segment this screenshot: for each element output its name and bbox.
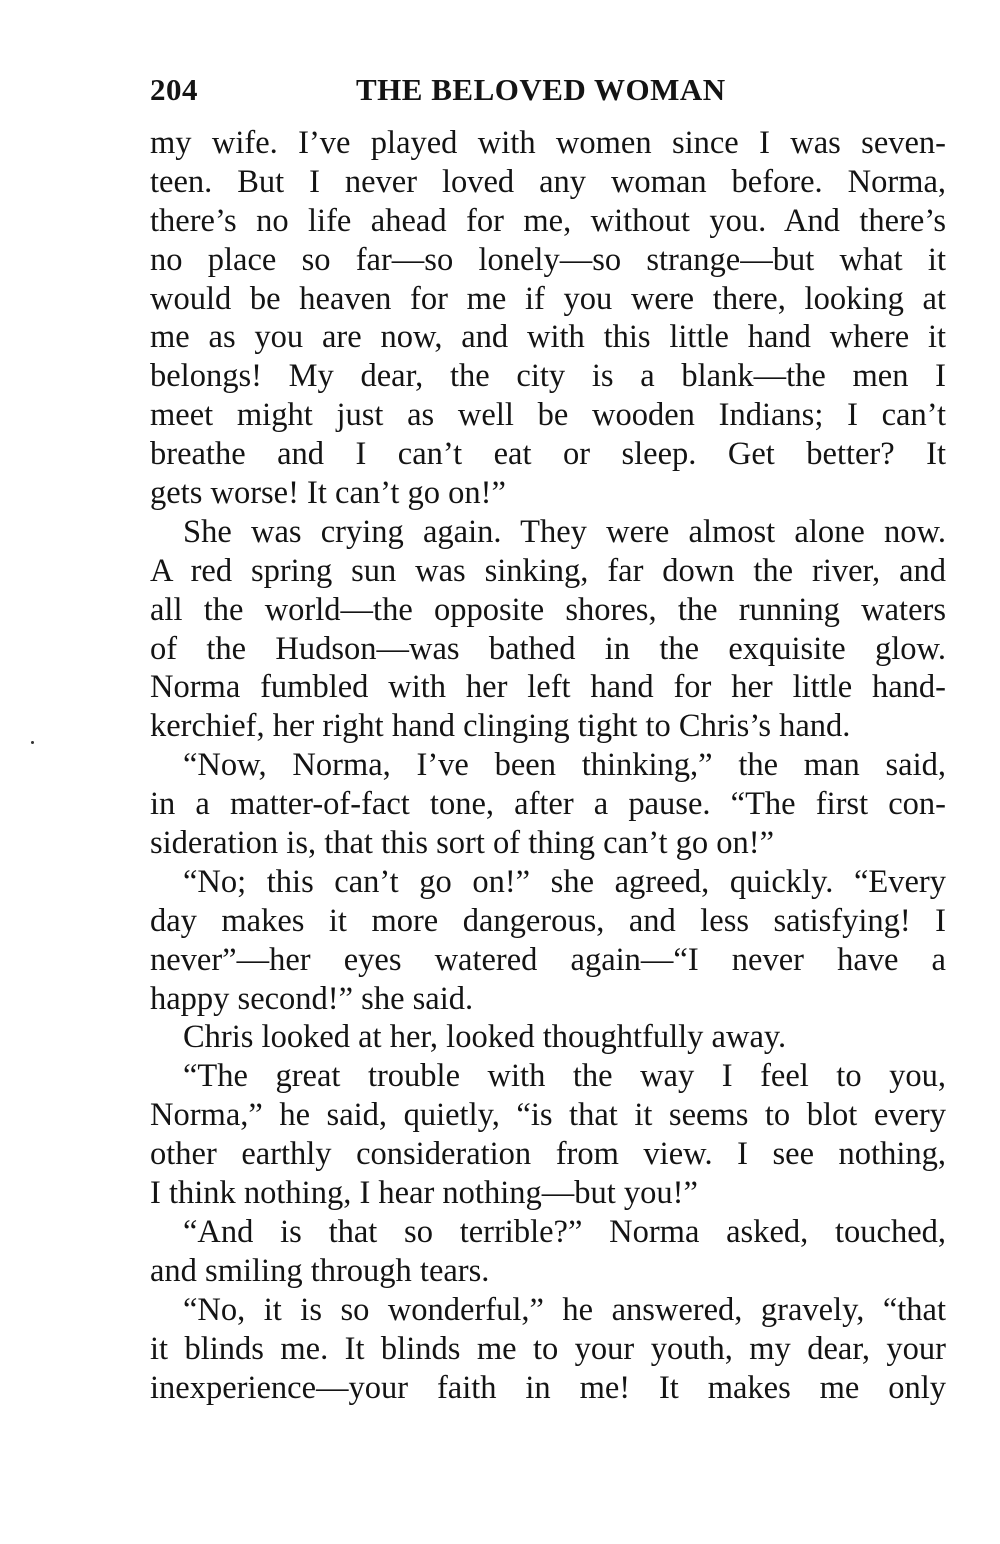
text-line: of the Hudson—was bathed in the exquisite glow.	[150, 630, 946, 667]
text-line: in a matter-of-fact tone, after a pause. “The first con-	[150, 786, 946, 823]
text-line: day makes it more dangerous, and less satisfying! I	[150, 902, 946, 939]
body-text	[150, 124, 946, 1407]
text-line: breathe and I can’t eat or sleep. Get better? It	[150, 436, 946, 473]
page-number: 204	[150, 72, 198, 107]
text-line: inexperience—your faith in me! It makes me only	[150, 1369, 946, 1406]
text-line: “The great trouble with the way I feel to you,	[183, 1058, 946, 1095]
text-line: kerchief, her right hand clinging tight to Chris’s hand.	[150, 708, 851, 745]
text-line: A red spring sun was sinking, far down the river, and	[150, 552, 946, 589]
text-line: no place so far—so lonely—so strange—but what it	[150, 241, 946, 278]
text-line: “No, it is so wonderful,” he answered, gravely, “that	[183, 1291, 946, 1328]
page-header	[150, 72, 946, 112]
text-line: all the world—the opposite shores, the running waters	[150, 591, 946, 628]
text-line: belongs! My dear, the city is a blank—the men I	[150, 358, 946, 395]
text-line: there’s no life ahead for me, without you. And there’s	[150, 202, 946, 239]
text-line: meet might just as well be wooden Indians; I can’t	[150, 397, 946, 434]
running-title: THE BELOVED WOMAN	[356, 72, 726, 107]
text-line: and smiling through tears.	[150, 1252, 490, 1289]
text-line: never”—her eyes watered again—“I never have a	[150, 941, 946, 978]
text-line: “Now, Norma, I’ve been thinking,” the man said,	[183, 747, 946, 784]
text-line: sideration is, that this sort of thing can’t go on!”	[150, 825, 775, 862]
text-line: Norma,” he said, quietly, “is that it seems to blot every	[150, 1097, 946, 1134]
text-line: would be heaven for me if you were there, looking at	[150, 280, 946, 317]
text-line: “No; this can’t go on!” she agreed, quickly. “Every	[183, 863, 946, 900]
text-line: Chris looked at her, looked thoughtfully away.	[183, 1019, 787, 1056]
text-line: “And is that so terrible?” Norma asked, touched,	[183, 1213, 946, 1250]
text-line: She was crying again. They were almost alone now.	[183, 513, 946, 550]
text-line: happy second!” she said.	[150, 980, 474, 1017]
ink-speck	[31, 741, 34, 744]
text-line: I think nothing, I hear nothing—but you!”	[150, 1175, 698, 1212]
text-line: Norma fumbled with her left hand for her little hand-	[150, 669, 946, 706]
text-line: other earthly consideration from view. I see nothing,	[150, 1136, 946, 1173]
text-line: me as you are now, and with this little hand where it	[150, 319, 946, 356]
text-line: teen. But I never loved any woman before. Norma,	[150, 163, 946, 200]
text-line: gets worse! It can’t go on!”	[150, 475, 506, 512]
text-line: my wife. I’ve played with women since I was seven-	[150, 125, 946, 161]
text-line: it blinds me. It blinds me to your youth, my dear, your	[150, 1330, 946, 1367]
